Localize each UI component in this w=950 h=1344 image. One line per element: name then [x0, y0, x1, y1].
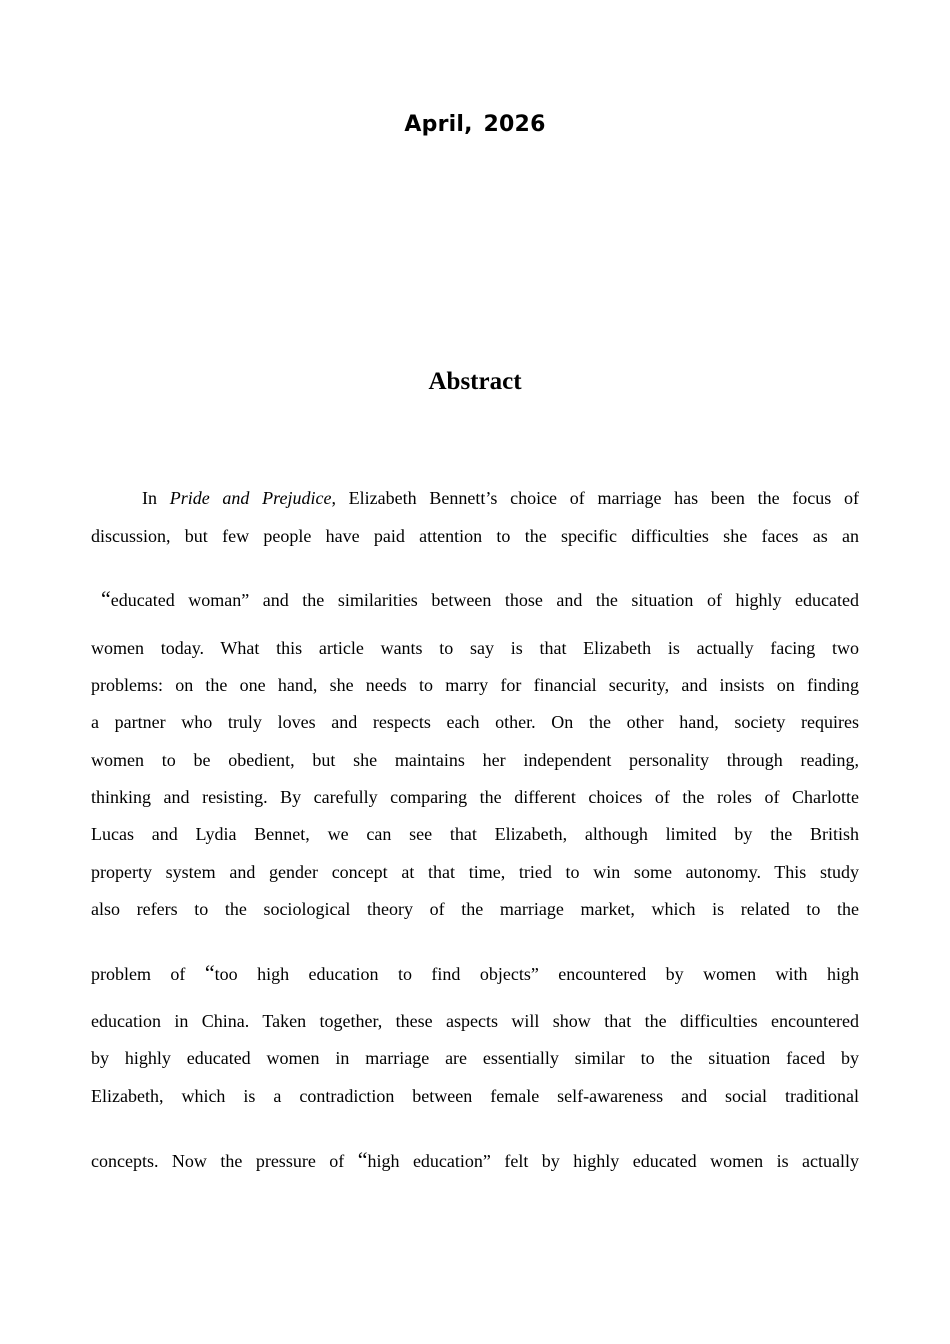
abstract-line: Elizabeth, which is a contradiction between female self-awareness and social traditional	[91, 1086, 859, 1106]
abstract-line: by highly educated women in marriage are essentially similar to the situation faced by	[91, 1048, 859, 1068]
abstract-line: “educated woman” and the similarities between those and the situation of highly educated	[101, 586, 859, 611]
abstract-line: concepts. Now the pressure of “high education” felt by highly educated women is actually	[91, 1147, 859, 1172]
abstract-line: women today. What this article wants to say is that Elizabeth is actually facing two	[91, 638, 859, 658]
abstract-line: discussion, but few people have paid attention to the specific difficulties she faces as an	[91, 526, 859, 546]
book-title: Pride and Prejudice	[169, 488, 332, 508]
abstract-line: problem of “too high education to find objects” encountered by women with high	[91, 960, 859, 985]
abstract-line: thinking and resisting. By carefully comparing the different choices of the roles of Charlotte	[91, 787, 859, 807]
document-date: April, 2026	[404, 112, 546, 137]
abstract-line: education in China. Taken together, these aspects will show that the difficulties encountered	[91, 1011, 859, 1031]
abstract-line: women to be obedient, but she maintains her independent personality through reading,	[91, 750, 859, 770]
abstract-line: property system and gender concept at that time, tried to win some autonomy. This study	[91, 862, 859, 882]
abstract-heading: Abstract	[428, 368, 522, 395]
abstract-line: problems: on the one hand, she needs to marry for financial security, and insists on finding	[91, 675, 859, 695]
abstract-line: also refers to the sociological theory of the marriage market, which is related to the	[91, 899, 859, 919]
abstract-line: Lucas and Lydia Bennet, we can see that Elizabeth, although limited by the British	[91, 824, 859, 844]
abstract-line: In Pride and Prejudice, Elizabeth Bennett’s choice of marriage has been the focus of	[142, 488, 859, 508]
abstract-line: a partner who truly loves and respects each other. On the other hand, society requires	[91, 712, 859, 732]
